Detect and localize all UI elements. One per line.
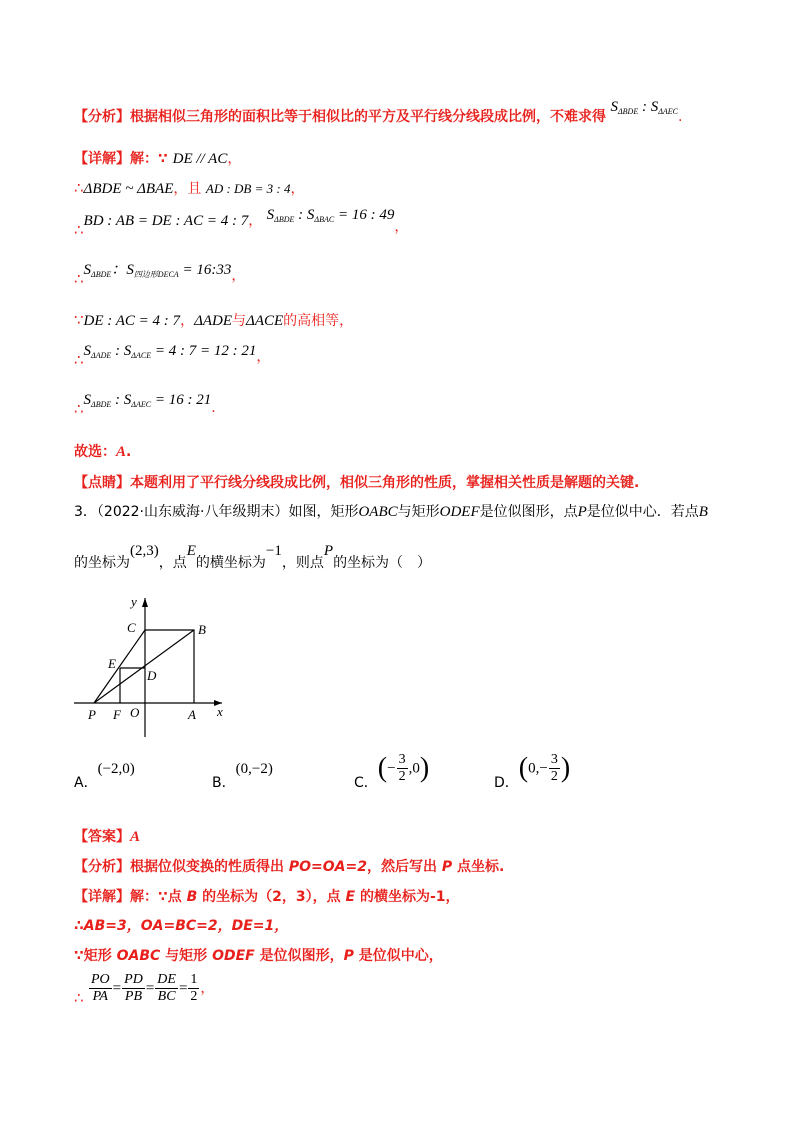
step-heights: ∵DE : AC = 4 : 7，ΔADE与ΔACE的高相等，: [74, 311, 354, 329]
step-ratio: ∴BD : AB = DE : AC = 4 : 7， $S_{\Delta BDE}$ : $S_{\Delta BAC} = 16$ : 49，: [74, 207, 409, 239]
detail2-line: 【详解】解：∵点 B 的坐标为（2，3），点 E 的横坐标为-1，: [74, 889, 460, 905]
detail-tag: 【详解】: [74, 151, 130, 167]
step-area-final: $\therefore S_{\Delta BDE}$ : $S_{\Delta AEC} = 16$ : 21.: [74, 392, 216, 418]
analysis-tag: 【分析】: [74, 109, 130, 125]
tip-line: 【点睛】本题利用了平行线分线段成比例，相似三角形的性质，掌握相关性质是解题的关键.: [74, 475, 640, 491]
label-y: y: [131, 594, 137, 609]
label-d: D: [147, 668, 157, 683]
step-area-quad: $\therefore S_{\Delta BDE}$：$S_{四边形DECA}$ = 16:33，: [74, 262, 246, 288]
detail2-step3: ∴ $\frac{PO}{PA}$ = $\frac{PD}{PB}$ = $\frac{DE}{BC}$ = $\frac{1}{2}$ ，: [74, 972, 215, 1007]
geometry-figure: [70, 592, 240, 742]
analysis-line: 【分析】根据相似三角形的面积比等于相似比的平方及平行线分线段成比例，不难求得 $S_{\Delta BDE}$ : $S_{\Delta AEC}$.: [74, 99, 683, 125]
label-e: E: [108, 656, 116, 671]
step-similar: ∴ΔBDE ~ ΔBAE，且 AD : DB = 3 : 4，: [74, 179, 305, 197]
step-area-ade: $\therefore S_{\Delta ADE}$ : $S_{\Delta ACE} = 4$ : 7 = 12 : 21，: [74, 343, 271, 369]
detail2-step2: ∵矩形 OABC 与矩形 ODEF 是位似图形，P 是位似中心，: [74, 948, 443, 964]
detail-lead: 解：∵: [130, 151, 173, 167]
label-x: x: [217, 704, 223, 719]
choice-line: 故选：A.: [74, 444, 132, 460]
option-b[interactable]: B．(0,−2): [212, 761, 273, 791]
ratio-expression: $S_{\Delta BDE}$ : $S_{\Delta AEC}$: [610, 99, 679, 116]
label-o: O: [130, 705, 140, 720]
option-d[interactable]: D．(0,− $\frac{3}{2}$ ): [494, 752, 571, 791]
answer-line: 【答案】A: [74, 829, 141, 845]
label-b: B: [198, 622, 206, 637]
rectangle-oabc: [145, 630, 194, 703]
question-3-line1: 3．（2022·山东威海·八年级期末）如图，矩形OABC与矩形ODEF是位似图形，点P是位似中心．若点B: [74, 504, 708, 520]
label-c: C: [127, 620, 136, 635]
label-p: P: [88, 707, 96, 722]
detail-line: 【详解】解：∵ DE // AC，: [74, 151, 242, 167]
detail2-step1: ∴AB=3，OA=BC=2，DE=1，: [74, 918, 289, 934]
parallel-condition: DE // AC: [172, 151, 228, 167]
question-3-line2: 的坐标为(2,3)，点E的横坐标为−1，则点P的坐标为（ ）: [74, 543, 432, 571]
analysis-text: 根据相似三角形的面积比等于相似比的平方及平行线分线段成比例，不难求得: [130, 109, 606, 125]
option-a[interactable]: A．(−2,0): [74, 761, 135, 791]
option-c[interactable]: C．(− $\frac{3}{2}$ ,0): [354, 752, 430, 791]
label-a: A: [188, 707, 196, 722]
y-axis-arrow: [142, 598, 148, 607]
analysis2-line: 【分析】根据位似变换的性质得出 PO=OA=2，然后写出 P 点坐标.: [74, 859, 505, 875]
label-f: F: [113, 707, 121, 722]
